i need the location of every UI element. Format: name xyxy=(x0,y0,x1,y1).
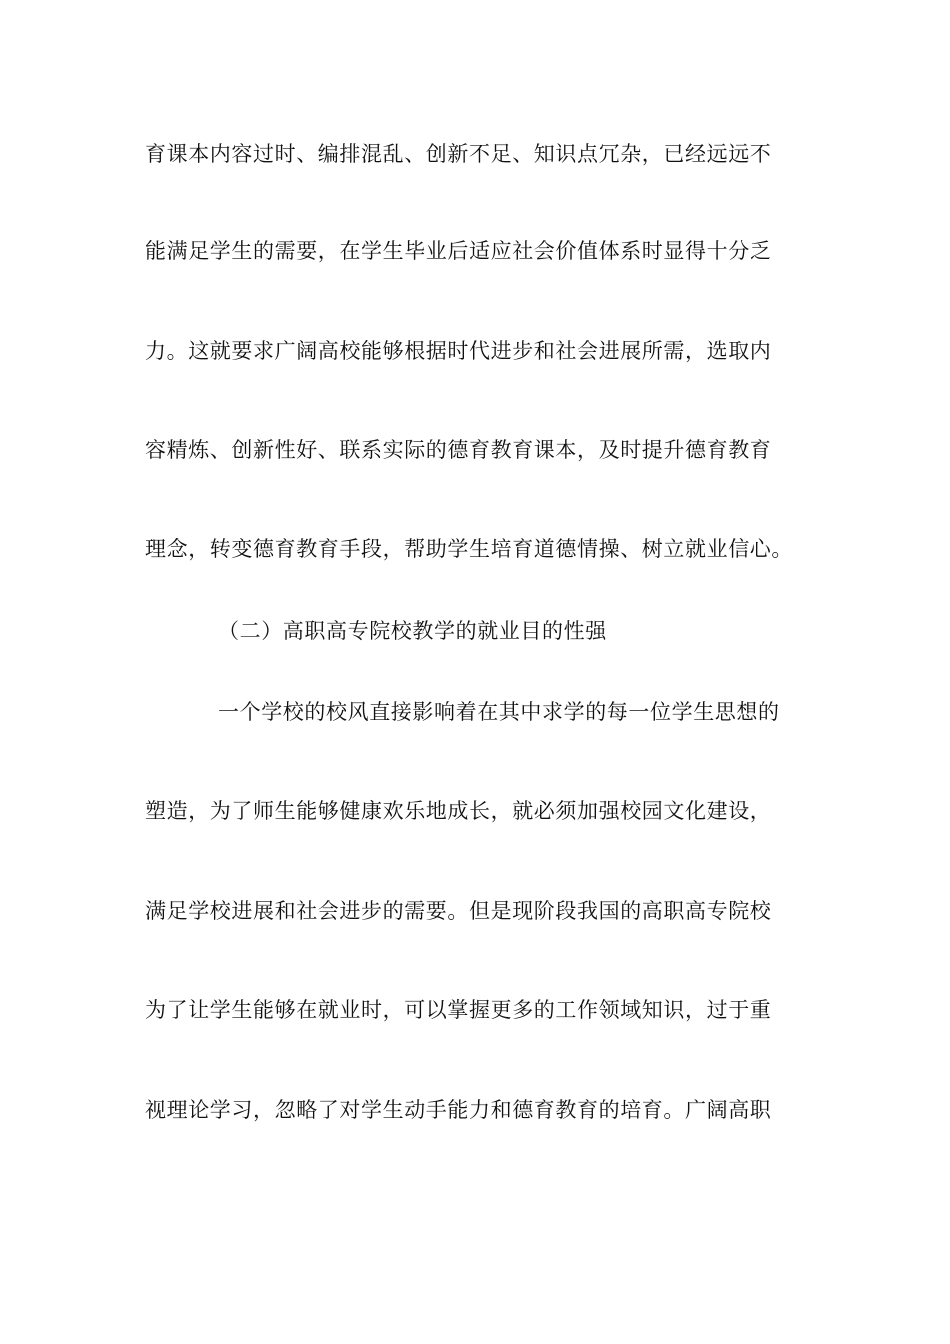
section-heading: （二）高职高专院校教学的就业目的性强 xyxy=(218,619,607,643)
text-line: 能满足学生的需要，在学生毕业后适应社会价值体系时显得十分乏 xyxy=(145,239,772,263)
text-line: 满足学校进展和社会进步的需要。但是现阶段我国的高职高专院校 xyxy=(145,899,772,923)
text-line: 理念，转变德育教育手段，帮助学生培育道德情操、树立就业信心。 xyxy=(145,537,793,561)
text-line: 育课本内容过时、编排混乱、创新不足、知识点冗杂，已经远远不 xyxy=(145,142,772,166)
text-line: 容精炼、创新性好、联系实际的德育教育课本，及时提升德育教育 xyxy=(145,438,772,462)
text-line: 塑造，为了师生能够健康欢乐地成长，就必须加强校园文化建设， xyxy=(145,799,772,823)
text-line: 为了让学生能够在就业时，可以掌握更多的工作领域知识，过于重 xyxy=(145,998,772,1022)
text-line: 力。这就要求广阔高校能够根据时代进步和社会进展所需，选取内 xyxy=(145,339,772,363)
text-line: 视理论学习，忽略了对学生动手能力和德育教育的培育。广阔高职 xyxy=(145,1098,772,1122)
text-line: 一个学校的校风直接影响着在其中求学的每一位学生思想的 xyxy=(218,700,780,724)
